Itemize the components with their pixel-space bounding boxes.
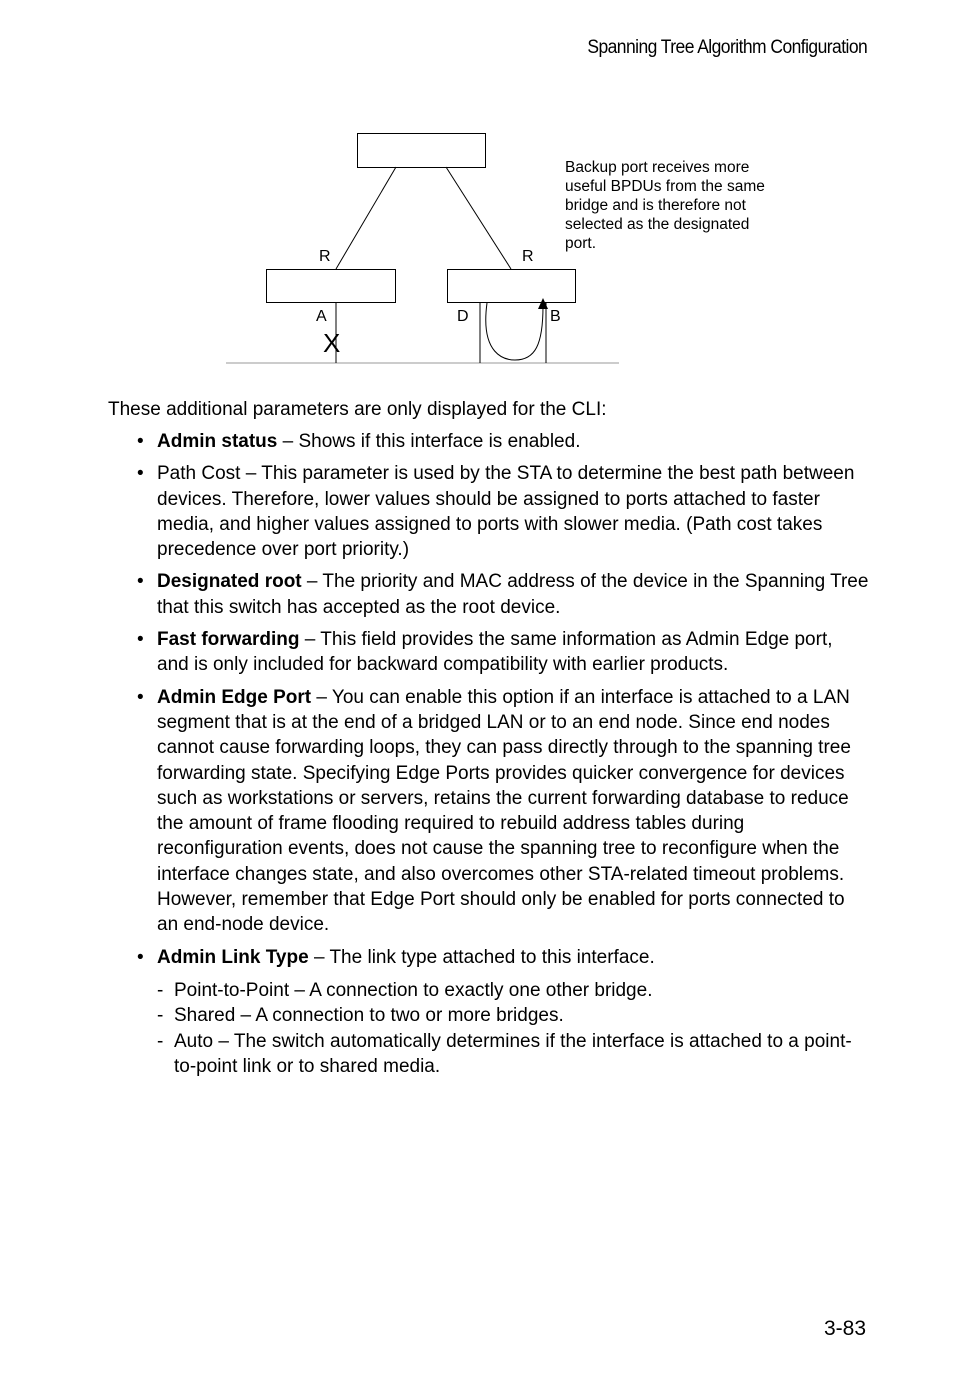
param-term: Admin status (157, 431, 278, 452)
note-line: selected as the designated (565, 216, 750, 233)
param-desc: – The link type attached to this interface. (308, 946, 655, 968)
blocked-port-mark: X (323, 328, 341, 358)
right-bridge-box (448, 270, 576, 303)
param-term: Admin Link Type (157, 946, 309, 968)
param-item-fast-forwarding (137, 627, 869, 678)
param-term: Admin Edge Port (157, 686, 312, 708)
link-root-left (336, 167, 396, 269)
param-item-admin-link-type (137, 945, 869, 1079)
running-header: Spanning Tree Algorithm Configuration (587, 37, 867, 58)
link-type-item: - Shared – A connection to two or more bridges. (157, 1003, 869, 1028)
page-number: 3-83 (823, 1317, 866, 1340)
param-item-designated-root (137, 569, 869, 620)
link-type-item: - Point-to-Point – A connection to exactly one other bridge. (157, 978, 869, 1003)
note-line: port. (565, 235, 597, 252)
link-type-item: - Auto – The switch automatically determines if the interface is attached to a point-to-point link or to shared media. (157, 1029, 869, 1080)
note-line: bridge and is therefore not (565, 197, 746, 214)
link-type-list (157, 978, 869, 1079)
param-item-admin-edge-port (137, 685, 869, 938)
param-term: Fast forwarding (157, 629, 300, 651)
param-desc: – The priority and MAC address of the device in the Spanning Tree that this switch has accepted as the root device. (157, 571, 869, 618)
label-root-port-left: R (319, 248, 331, 265)
param-item-admin-status (137, 429, 869, 454)
left-bridge-box (267, 270, 396, 303)
parameter-list (137, 429, 869, 1086)
stp-backup-port-diagram (0, 0, 954, 380)
note-line: useful BPDUs from the same (565, 178, 765, 195)
label-root-port-right: R (522, 248, 534, 265)
bpdu-loop-path (486, 303, 543, 360)
backup-port-note (565, 159, 769, 252)
root-bridge-box (358, 134, 486, 168)
param-desc: – You can enable this option if an interface is attached to a LAN segment that is at the end of a bridged LAN or to an end node. Since end nodes cannot cause forwarding loops, they can pass directly through to the spanning tree forwarding state. Specifying Edge Ports provides quicker convergence for devices such as workstations or servers, retains the current forwarding database to reduce the amount of frame flooding required to rebuild address tables during reconfiguration events, does not cause the spanning tree to reconfigure when the interface changes state, and also overcomes other STA-related timeout problems. However, remember that Edge Port should only be enabled for ports connected to an end-node device. (157, 686, 851, 936)
note-line: Backup port receives more (565, 159, 750, 176)
link-root-right (446, 167, 511, 269)
cli-params-intro: These additional parameters are only displayed for the CLI: (108, 399, 607, 420)
param-desc: – Shows if this interface is enabled. (277, 431, 581, 452)
param-term: Designated root (157, 571, 302, 593)
param-item-path-cost (137, 461, 869, 562)
label-port-d: D (457, 308, 469, 325)
label-port-b: B (550, 308, 561, 325)
label-port-a: A (316, 308, 327, 325)
param-desc: – This field provides the same information as Admin Edge port, and is only included for backward compatibility with earlier products. (157, 629, 833, 676)
param-desc: Path Cost – This parameter is used by the STA to determine the best path between devices. Therefore, lower values should be assigned to ports attached to faster media, and higher values assigned to ports with slower media. (Path cost takes precedence over port priority.) (157, 463, 855, 561)
